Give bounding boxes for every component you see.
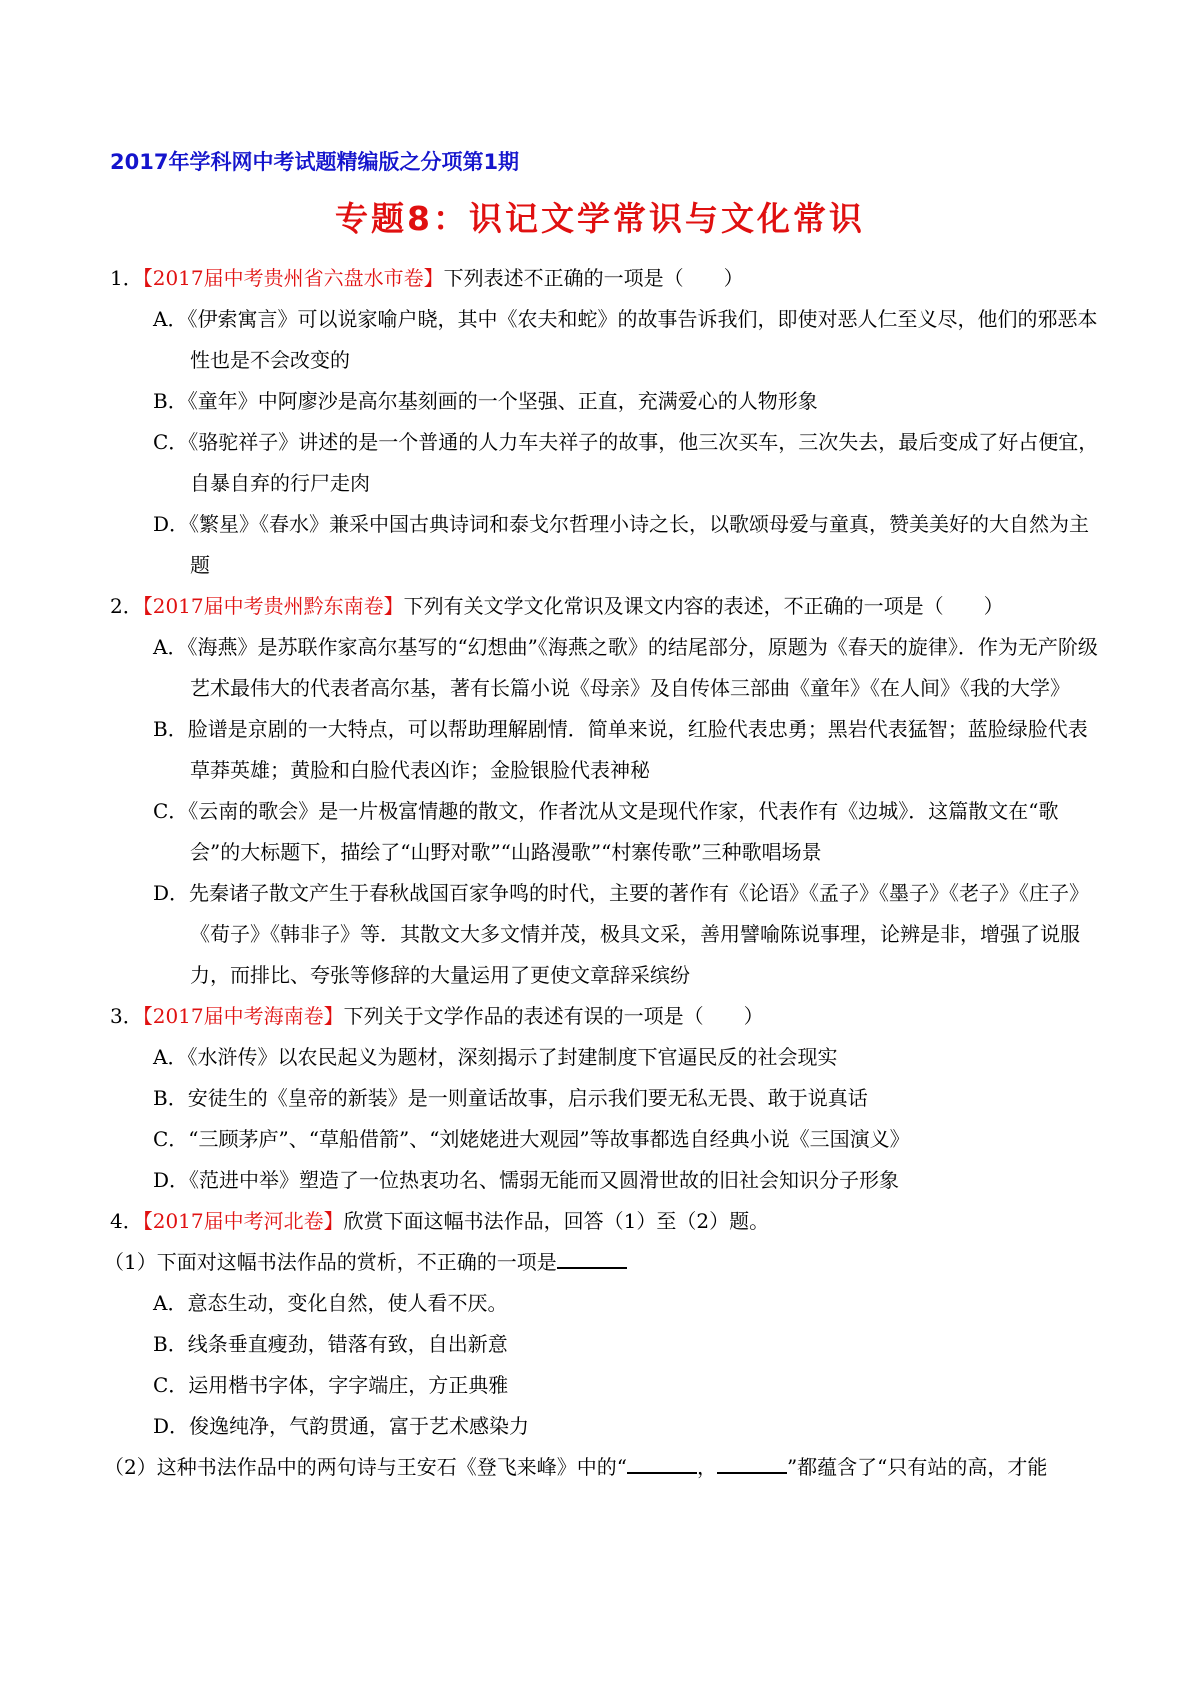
option-c: C．《云南的歌会》是一片极富情趣的散文，作者沈从文是现代作家，代表作有《边城》．这篇散文在“歌会”的大标题下，描绘了“山野对歌”“山路漫歌”“村寨传歌”三种歌唱场景 <box>153 799 1059 864</box>
option-a: A．意态生动，变化自然，使人看不厌。 <box>153 1291 508 1315</box>
option-c: C．“三顾茅庐”、“草船借箭”、“刘姥姥进大观园”等故事都选自经典小说《三国演义》 <box>153 1127 910 1151</box>
answer-blank <box>717 1452 787 1474</box>
series-title: 2017年学科网中考试题精编版之分项第1期 <box>110 150 520 174</box>
subquestion-label: （2）这种书法作品中的两句诗与王安石《登飞来峰》中的“ <box>104 1455 627 1479</box>
option-b: B．线条垂直瘦劲，错落有致，自出新意 <box>153 1332 508 1356</box>
option-b: B．安徒生的《皇帝的新装》是一则童话故事，启示我们要无私无畏、敢于说真话 <box>153 1086 868 1110</box>
option-d: D．先秦诸子散文产生于春秋战国百家争鸣的时代，主要的著作有《论语》《孟子》《墨子》《老子》《庄子》《荀子》《韩非子》等．其散文大多文情并茂，极具文采，善用譬喻陈说事理，论辨是非，增强了说服力，而排比、夸张等修辞的大量运用了更使文章辞采缤纷 <box>153 881 1090 987</box>
question-number: 4． <box>110 1209 143 1233</box>
subquestion-2 <box>104 1447 1102 1488</box>
option-c: C．《骆驼祥子》讲述的是一个普通的人力车夫祥子的故事，他三次买车，三次失去，最后变成了好占便宜，自暴自弃的行尸走肉 <box>153 430 1099 495</box>
question-stem: 下列有关文学文化常识及课文内容的表述，不正确的一项是（ ） <box>403 594 1004 618</box>
question-stem: 下列表述不正确的一项是（ ） <box>443 266 744 290</box>
question-1 <box>110 258 1102 299</box>
option-d: D．俊逸纯净，气韵贯通，富于艺术感染力 <box>153 1414 530 1438</box>
subquestion-label-tail: ”都蕴含了“只有站的高，才能 <box>786 1455 1048 1479</box>
option-b: B．《童年》中阿廖沙是高尔基刻画的一个坚强、正直，充满爱心的人物形象 <box>153 389 818 413</box>
question-stem: 下列关于文学作品的表述有误的一项是（ ） <box>343 1004 764 1028</box>
subquestion-label: （1）下面对这幅书法作品的赏析，不正确的一项是 <box>104 1250 557 1274</box>
option-a: A．《海燕》是苏联作家高尔基写的“幻想曲”《海燕之歌》的结尾部分，原题为《春天的旋律》．作为无产阶级艺术最伟大的代表者高尔基，著有长篇小说《母亲》及自传体三部曲《童年》《在人间》《我的大学》 <box>153 635 1098 700</box>
question-3 <box>110 996 1102 1037</box>
question-source: 【2017届中考海南卷】 <box>142 1004 344 1028</box>
option-d: D．《范进中举》塑造了一位热衷功名、懦弱无能而又圆滑世故的旧社会知识分子形象 <box>153 1168 900 1192</box>
question-number: 2． <box>110 594 143 618</box>
question-2 <box>110 586 1102 627</box>
question-source: 【2017届中考贵州省六盘水市卷】 <box>142 266 444 290</box>
question-source: 【2017届中考贵州黔东南卷】 <box>142 594 404 618</box>
question-4 <box>110 1201 1102 1242</box>
option-b: B．脸谱是京剧的一大特点，可以帮助理解剧情．简单来说，红脸代表忠勇；黑岩代表猛智；蓝脸绿脸代表草莽英雄；黄脸和白脸代表凶诈；金脸银脸代表神秘 <box>153 717 1088 782</box>
subquestion-1 <box>104 1242 1102 1283</box>
question-list <box>104 258 1102 1488</box>
topic-title: 专题8：识记文学常识与文化常识 <box>335 199 865 238</box>
question-number: 1． <box>110 266 143 290</box>
blank-separator: ， <box>696 1455 717 1479</box>
option-d: D．《繁星》《春水》兼采中国古典诗词和泰戈尔哲理小诗之长，以歌颂母爱与童真，赞美美好的大自然为主题 <box>153 512 1090 577</box>
answer-blank <box>627 1452 697 1474</box>
question-number: 3． <box>110 1004 143 1028</box>
option-a: A．《伊索寓言》可以说家喻户晓，其中《农夫和蛇》的故事告诉我们，即使对恶人仁至义尽，他们的邪恶本性也是不会改变的 <box>153 307 1098 372</box>
question-stem: 欣赏下面这幅书法作品，回答（1）至（2）题。 <box>343 1209 770 1233</box>
answer-blank <box>557 1247 627 1269</box>
question-source: 【2017届中考河北卷】 <box>142 1209 344 1233</box>
option-a: A．《水浒传》以农民起义为题材，深刻揭示了封建制度下官逼民反的社会现实 <box>153 1045 838 1069</box>
option-c: C．运用楷书字体，字字端庄，方正典雅 <box>153 1373 509 1397</box>
